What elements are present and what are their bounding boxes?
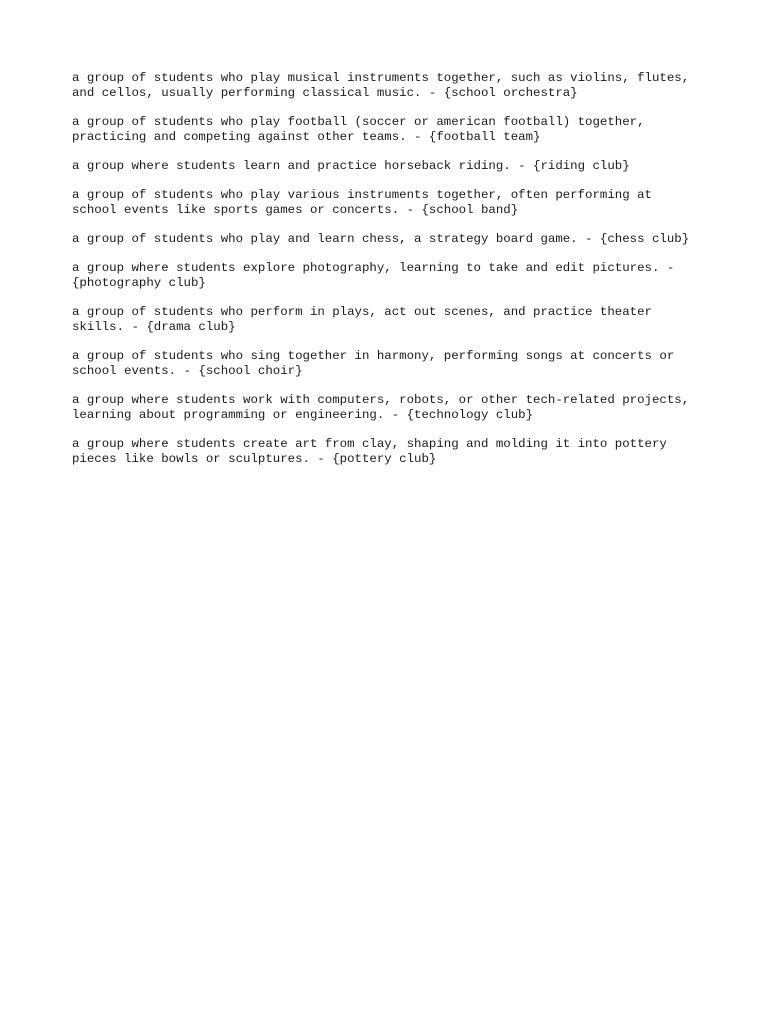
entry-line: practicing and competing against other teams. - {football team} <box>72 130 541 144</box>
entry-chess-club <box>72 232 702 247</box>
entry-pottery-club <box>72 437 702 467</box>
entry-line: a group of students who play various instruments together, often performing at <box>72 188 652 202</box>
document-page <box>72 71 702 481</box>
entry-line: a group where students learn and practice horseback riding. - {riding club} <box>72 159 630 173</box>
entry-line: school events. - {school choir} <box>72 364 303 378</box>
entry-technology-club <box>72 393 702 423</box>
entry-line: a group of students who perform in plays, act out scenes, and practice theater <box>72 305 652 319</box>
entry-line: {photography club} <box>72 276 206 290</box>
entry-line: a group of students who play musical instruments together, such as violins, flutes, <box>72 71 690 85</box>
entry-line: skills. - {drama club} <box>72 320 236 334</box>
entry-drama-club <box>72 305 702 335</box>
entry-line: a group where students explore photography, learning to take and edit pictures. - <box>72 261 675 275</box>
entry-school-band <box>72 188 702 218</box>
entry-line: a group of students who play and learn chess, a strategy board game. - {chess club} <box>72 232 690 246</box>
entry-line: learning about programming or engineering. - {technology club} <box>72 408 534 422</box>
entry-riding-club <box>72 159 702 174</box>
entry-line: pieces like bowls or sculptures. - {pottery club} <box>72 452 437 466</box>
entry-football-team <box>72 115 702 145</box>
entry-line: school events like sports games or concerts. - {school band} <box>72 203 519 217</box>
entry-school-orchestra <box>72 71 702 101</box>
entry-school-choir <box>72 349 702 379</box>
entry-line: a group of students who sing together in harmony, performing songs at concerts or <box>72 349 675 363</box>
entry-line: and cellos, usually performing classical music. - {school orchestra} <box>72 86 578 100</box>
entry-line: a group where students work with computers, robots, or other tech-related projects, <box>72 393 690 407</box>
entry-line: a group where students create art from clay, shaping and molding it into pottery <box>72 437 667 451</box>
entry-photography-club <box>72 261 702 291</box>
entry-line: a group of students who play football (soccer or american football) together, <box>72 115 645 129</box>
